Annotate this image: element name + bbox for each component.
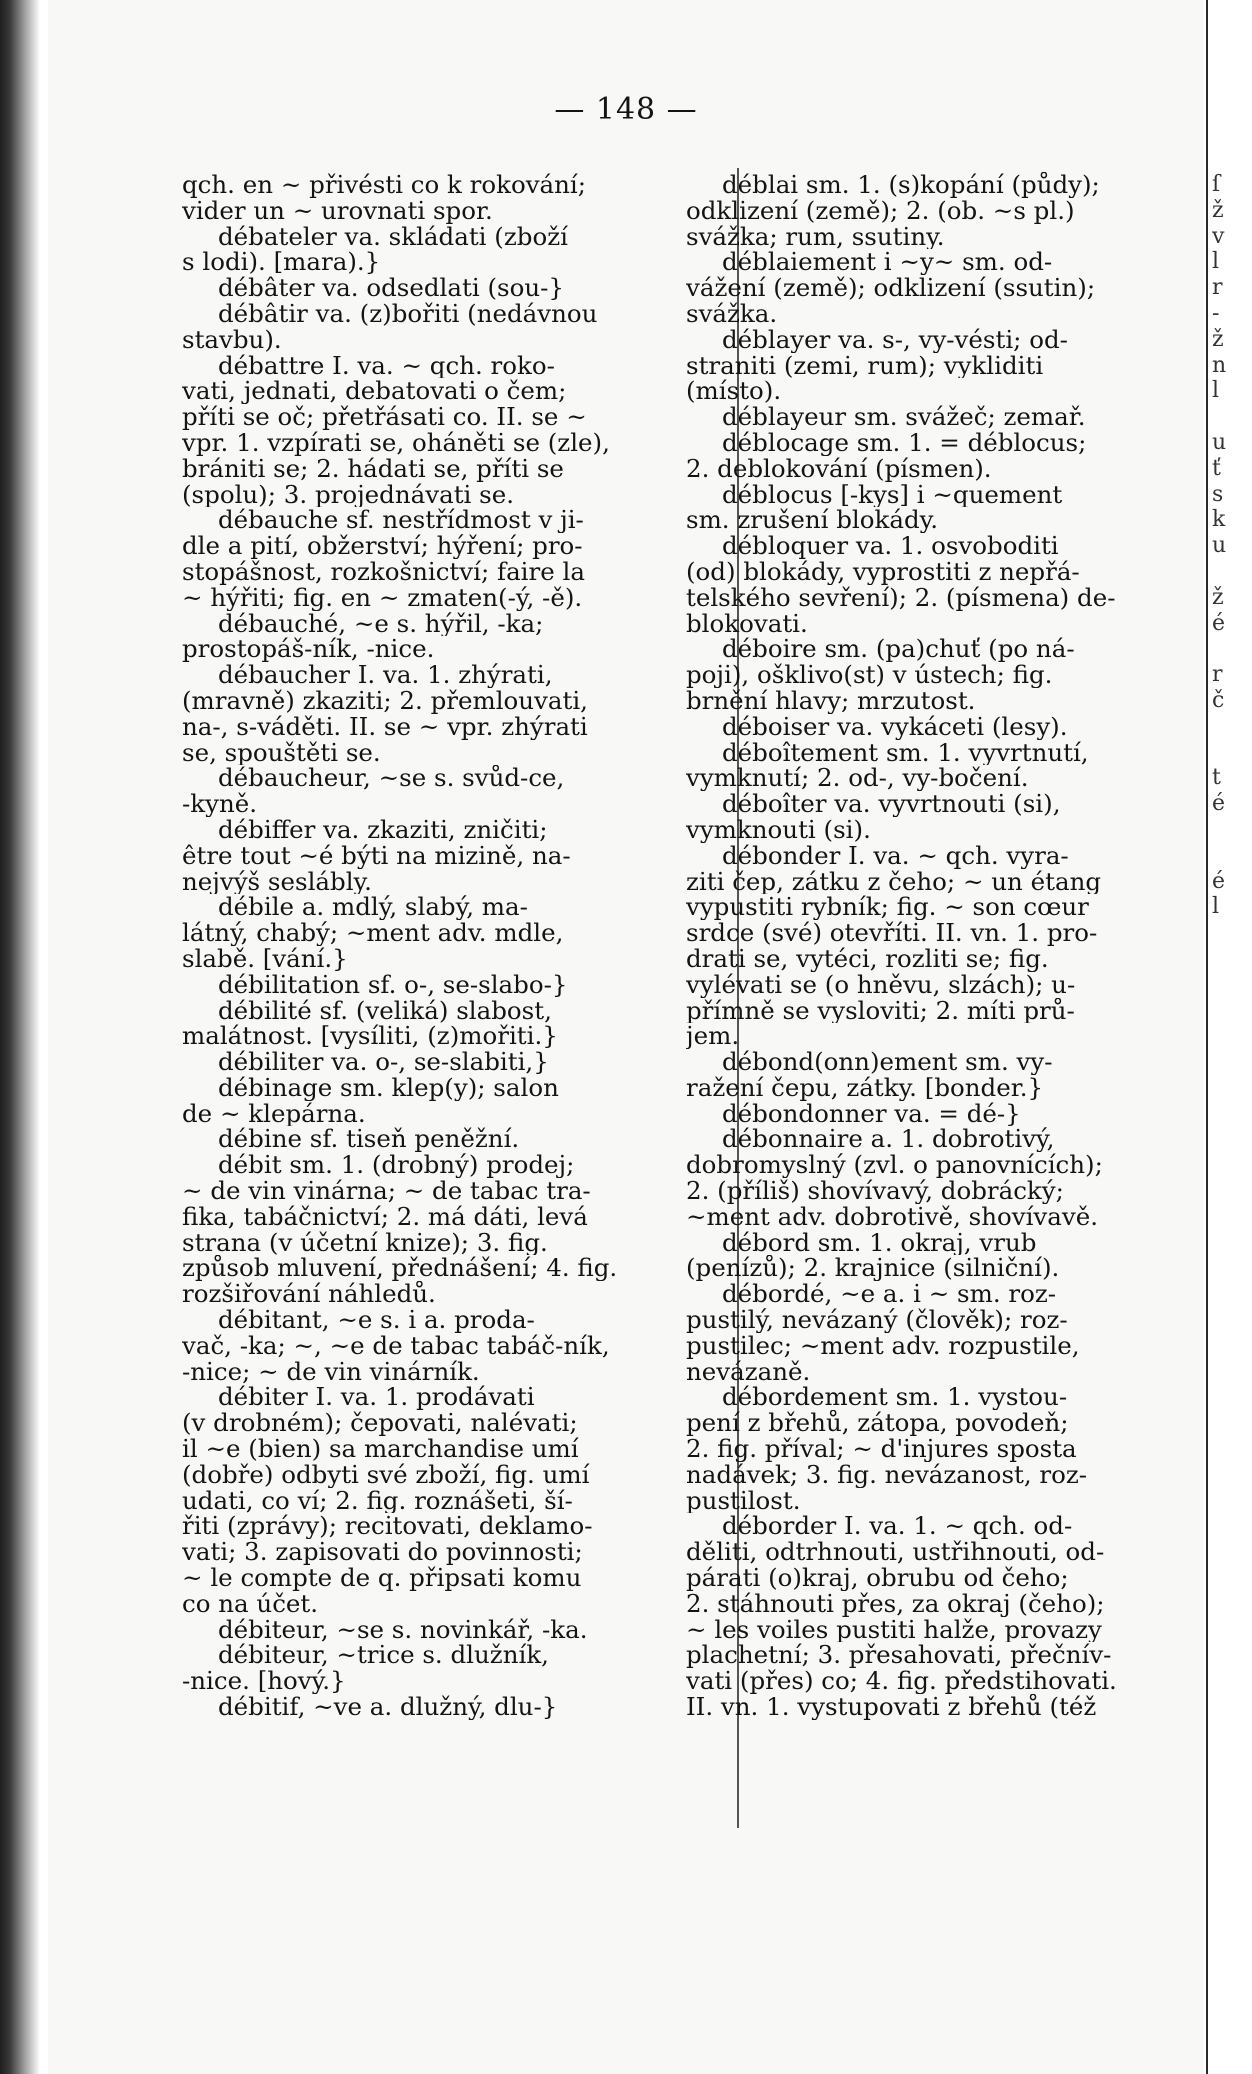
- dictionary-line: ~ les voiles pustiti halže, provazy: [686, 1616, 1102, 1643]
- dictionary-line: drati se, vytéci, rozliti se; fig.: [686, 945, 1049, 972]
- dictionary-line: ~ hýřiti; fig. en ~ zmaten(-ý, -ě).: [182, 584, 583, 611]
- dictionary-line: (dobře) odbyti své zboží, fig. umí: [182, 1461, 590, 1488]
- dictionary-line: débaucher I. va. 1. zhýrati,: [218, 662, 553, 688]
- dictionary-line: débordement sm. 1. vystou-: [722, 1384, 1068, 1411]
- dictionary-line: fika, tabáčnictví; 2. má dáti, levá: [182, 1203, 588, 1230]
- margin-glyph: [1212, 1152, 1250, 1178]
- right-column: [686, 172, 1200, 1720]
- dictionary-line: slabě. [vání.}: [182, 945, 348, 972]
- dictionary-line: débitif, ~ve a. dlužný, dlu-}: [218, 1694, 558, 1720]
- dictionary-line: vati (přes) co; 4. fig. předstihovati.: [686, 1668, 1117, 1695]
- dictionary-line: déboîter va. vyvrtnouti (si),: [722, 791, 1061, 817]
- dictionary-line: ~ le compte de q. připsati komu: [182, 1565, 582, 1591]
- margin-glyph: é: [1212, 868, 1226, 894]
- dictionary-line: débauché, ~e s. hýřil, -ka;: [218, 610, 544, 637]
- dictionary-line: straniti (zemi, rum); vykliditi: [686, 352, 1044, 379]
- dictionary-line: débiffer va. zkaziti, zničiti;: [218, 816, 548, 843]
- dictionary-line: débondonner va. = dé-}: [722, 1100, 1021, 1127]
- margin-glyph: [1212, 843, 1250, 869]
- dictionary-line: débilité sf. (veliká) slabost,: [218, 997, 552, 1024]
- scan-binding-shadow: [0, 0, 40, 2074]
- dictionary-line: srdce (své) otevříti. II. vn. 1. pro-: [686, 920, 1098, 946]
- dictionary-line: (místo).: [686, 378, 782, 405]
- dictionary-line: nadávek; 3. fig. nevázanost, roz-: [686, 1461, 1088, 1488]
- dictionary-line: vpr. 1. vzpírati se, oháněti se (zle),: [182, 429, 610, 456]
- margin-glyph: k: [1212, 507, 1226, 533]
- dictionary-line: plachetní; 3. přesahovati, přečnív-: [686, 1642, 1112, 1669]
- left-column: [182, 172, 690, 1720]
- margin-glyph: [1212, 972, 1250, 998]
- dictionary-line: svážka.: [686, 300, 778, 327]
- dictionary-line: débaucheur, ~se s. svůd-ce,: [218, 765, 565, 792]
- dictionary-line: débord sm. 1. okraj, vrub: [722, 1229, 1037, 1256]
- margin-glyph: [1212, 714, 1250, 740]
- dictionary-line: (mravně) zkaziti; 2. přemlouvati,: [182, 687, 588, 714]
- dictionary-line: qch. en ~ přivésti co k rokování;: [182, 172, 587, 198]
- dictionary-line: (penízů); 2. krajnice (silniční).: [686, 1255, 1060, 1282]
- dictionary-line: odklizení (země); 2. (ob. ~s pl.): [686, 197, 1075, 224]
- dictionary-line: déblocage sm. 1. = déblocus;: [722, 429, 1087, 456]
- dictionary-line: ražení čepu, zátky. [bonder.}: [686, 1074, 1044, 1101]
- dictionary-line: brániti se; 2. hádati se, příti se: [182, 455, 564, 482]
- dictionary-line: udati, co ví; 2. fig. roznášeti, ší-: [182, 1487, 573, 1514]
- dictionary-line: přímně se vysloviti; 2. míti prů-: [686, 997, 1075, 1024]
- dictionary-line: déblayer va. s-, vy-vésti; od-: [722, 326, 1068, 353]
- dictionary-line: débiteur, ~se s. novinkář, -ka.: [218, 1616, 588, 1643]
- dictionary-line: débattre I. va. ~ qch. roko-: [218, 352, 555, 379]
- dictionary-line: déboîtement sm. 1. vyvrtnutí,: [722, 739, 1089, 766]
- dictionary-line: pustilost.: [686, 1487, 801, 1514]
- dictionary-line: rozšiřování náhledů.: [182, 1281, 436, 1308]
- margin-glyph: [1212, 920, 1250, 946]
- margin-glyph: [1212, 1023, 1250, 1049]
- dictionary-line: blokovati.: [686, 610, 808, 637]
- dictionary-line: pustilý, nevázaný (člověk); roz-: [686, 1307, 1068, 1333]
- dictionary-line: II. vn. 1. vystupovati z břehů (též: [686, 1694, 1097, 1720]
- dictionary-line: prostopáš-ník, -nice.: [182, 636, 435, 663]
- dictionary-line: dobromyslný (zvl. o panovnících);: [686, 1152, 1103, 1179]
- dictionary-line: débateler va. skládati (zboží: [218, 223, 568, 250]
- dictionary-line: débiliter va. o-, se-slabiti,}: [218, 1049, 549, 1075]
- dictionary-line: débâter va. odsedlati (sou-}: [218, 275, 564, 301]
- dictionary-line: stavbu).: [182, 326, 282, 353]
- dictionary-line: ~ de vin vinárna; ~ de tabac tra-: [182, 1178, 591, 1204]
- margin-glyph: -: [1212, 300, 1220, 326]
- dictionary-line: se, spouštěti se.: [182, 739, 381, 766]
- page-edge-line: [1206, 0, 1208, 2074]
- dictionary-line: ziti čep, zátku z čeho; ~ un étang: [686, 868, 1102, 895]
- margin-glyph: [1212, 559, 1250, 585]
- dictionary-line: être tout ~é býti na mizině, na-: [182, 842, 571, 869]
- dictionary-line: débonder I. va. ~ qch. vyra-: [722, 842, 1069, 869]
- dictionary-line: débordé, ~e a. i ~ sm. roz-: [722, 1281, 1057, 1308]
- margin-glyph: é: [1212, 791, 1226, 817]
- dictionary-line: pení z břehů, zátopa, povodeň;: [686, 1410, 1069, 1437]
- dictionary-line: vylévati se (o hněvu, slzách); u-: [686, 971, 1076, 998]
- margin-glyph: l: [1212, 249, 1220, 275]
- dictionary-line: il ~e (bien) sa marchandise umí: [182, 1436, 579, 1462]
- dictionary-line: co na účet.: [182, 1590, 319, 1617]
- dictionary-line: débauche sf. nestřídmost v ji-: [218, 507, 584, 534]
- dictionary-line: débond(onn)ement sm. vy-: [722, 1049, 1053, 1075]
- dictionary-line: 2. (příliš) shovívavý, dobrácký;: [686, 1178, 1064, 1204]
- dictionary-line: déblocus [-kys] i ~quement: [722, 481, 1063, 508]
- margin-glyph: r: [1212, 662, 1223, 688]
- margin-glyph: [1212, 946, 1250, 972]
- dictionary-line: débilitation sf. o-, se-slabo-}: [218, 971, 568, 998]
- dictionary-line: vider un ~ urovnati spor.: [182, 197, 493, 224]
- dictionary-line: poji), ošklivo(st) v ústech; fig.: [686, 662, 1053, 688]
- margin-glyph: [1212, 998, 1250, 1024]
- dictionary-line: látný, chabý; ~ment adv. mdle,: [182, 920, 564, 946]
- dictionary-line: brnění hlavy; mrzutost.: [686, 687, 976, 714]
- dictionary-line: (v drobném); čepovati, nalévati;: [182, 1410, 578, 1437]
- dictionary-line: telského sevření); 2. (písmena) de-: [686, 584, 1116, 611]
- margin-glyph: ž: [1212, 584, 1224, 610]
- margin-glyph: t: [1212, 765, 1221, 791]
- margin-glyph: l: [1212, 894, 1220, 920]
- dictionary-line: vati, jednati, debatovati o čem;: [182, 378, 567, 405]
- dictionary-line: malátnost. [vysíliti, (z)mořiti.}: [182, 1023, 558, 1050]
- margin-glyph: [1212, 404, 1250, 430]
- margin-glyph: é: [1212, 610, 1226, 636]
- dictionary-line: déboire sm. (pa)chuť (po ná-: [722, 636, 1075, 663]
- dictionary-line: na-, s-váděti. II. se ~ vpr. zhýrati: [182, 713, 588, 740]
- margin-glyph: č: [1212, 687, 1225, 713]
- margin-glyph: r: [1212, 275, 1223, 301]
- dictionary-line: strana (v účetní knize); 3. fig.: [182, 1229, 548, 1256]
- dictionary-line: pustilec; ~ment adv. rozpustile,: [686, 1332, 1080, 1359]
- margin-glyph: [1212, 1049, 1250, 1075]
- dictionary-line: débloquer va. 1. osvoboditi: [722, 533, 1059, 559]
- dictionary-line: způsob mluvení, přednášení; 4. fig.: [182, 1255, 618, 1282]
- dictionary-line: vážení (země); odklizení (ssutin);: [686, 275, 1096, 301]
- margin-glyph: [1212, 740, 1250, 766]
- dictionary-line: párati (o)kraj, obrubu od čeho;: [686, 1565, 1069, 1591]
- dictionary-line: svážka; rum, ssutiny.: [686, 223, 945, 250]
- dictionary-line: déboiser va. vykáceti (lesy).: [722, 713, 1068, 740]
- dictionary-line: -nice. [hový.}: [182, 1668, 346, 1695]
- dictionary-line: jem.: [686, 1023, 740, 1050]
- dictionary-line: (od) blokády, vyprostiti z nepřá-: [686, 558, 1080, 585]
- margin-glyph: [1212, 817, 1250, 843]
- dictionary-line: nejvýš seslábly.: [182, 868, 372, 895]
- margin-glyph: ť: [1212, 455, 1221, 481]
- dictionary-line: 2. stáhnouti přes, za okraj (čeho);: [686, 1590, 1105, 1617]
- dictionary-line: sm. zrušení blokády.: [686, 507, 939, 534]
- dictionary-line: déblayeur sm. svážeč; zemař.: [722, 404, 1086, 430]
- dictionary-line: vymknouti (si).: [686, 816, 871, 843]
- dictionary-line: débiter I. va. 1. prodávati: [218, 1384, 535, 1411]
- dictionary-line: 2. fig. příval; ~ d'injures sposta: [686, 1436, 1077, 1462]
- dictionary-line: déblaiement i ~y~ sm. od-: [722, 249, 1053, 276]
- margin-glyph: [1212, 1126, 1250, 1152]
- margin-glyph: v: [1212, 223, 1225, 249]
- dictionary-line: débine sf. tiseň peněžní.: [218, 1126, 520, 1153]
- margin-glyph: [1212, 1101, 1250, 1127]
- dictionary-line: -kyně.: [182, 791, 258, 817]
- dictionary-line: příti se oč; přetřásati co. II. se ~: [182, 404, 587, 430]
- margin-glyph: u: [1212, 533, 1227, 559]
- dictionary-line: stopášnost, rozkošnictví; faire la: [182, 558, 585, 585]
- dictionary-line: nevázaně.: [686, 1358, 811, 1385]
- dictionary-line: ~ment adv. dobrotivě, shovívavě.: [686, 1203, 1099, 1230]
- margin-glyph: [1212, 1075, 1250, 1101]
- margin-glyph: l: [1212, 378, 1220, 404]
- dictionary-line: de ~ klepárna.: [182, 1100, 366, 1127]
- dictionary-line: 2. deblokování (písmen).: [686, 455, 992, 482]
- page-number: — 148 —: [554, 92, 698, 127]
- dictionary-line: dle a pití, obžerství; hýření; pro-: [182, 533, 583, 559]
- dictionary-line: (spolu); 3. projednávati se.: [182, 481, 515, 508]
- dictionary-line: děliti, odtrhnouti, ustřihnouti, od-: [686, 1539, 1105, 1566]
- margin-glyph: s: [1212, 481, 1224, 507]
- dictionary-line: vymknutí; 2. od-, vy-bočení.: [686, 765, 1029, 792]
- next-page-margin-fragment: [1212, 172, 1250, 1178]
- dictionary-line: débiteur, ~trice s. dlužník,: [218, 1642, 549, 1669]
- dictionary-line: débitant, ~e s. i a. proda-: [218, 1307, 535, 1333]
- dictionary-line: déblai sm. 1. (s)kopání (půdy);: [722, 172, 1100, 198]
- dictionary-line: řiti (zprávy); recitovati, deklamo-: [182, 1513, 593, 1540]
- margin-glyph: ž: [1212, 197, 1224, 223]
- dictionary-line: déborder I. va. 1. ~ qch. od-: [722, 1513, 1073, 1540]
- dictionary-line: vati; 3. zapisovati do povinnosti;: [182, 1539, 583, 1566]
- dictionary-line: vypustiti rybník; fig. ~ son cœur: [686, 894, 1089, 921]
- dictionary-line: débile a. mdlý, slabý, ma-: [218, 894, 528, 921]
- margin-glyph: ž: [1212, 326, 1224, 352]
- margin-glyph: [1212, 636, 1250, 662]
- dictionary-line: débinage sm. klep(y); salon: [218, 1074, 559, 1101]
- dictionary-line: débonnaire a. 1. dobrotivý,: [722, 1126, 1055, 1153]
- margin-glyph: ſ: [1212, 172, 1221, 197]
- dictionary-line: débâtir va. (z)bořiti (nedávnou: [218, 300, 598, 327]
- margin-glyph: n: [1212, 352, 1227, 378]
- dictionary-line: débit sm. 1. (drobný) prodej;: [218, 1152, 575, 1179]
- dictionary-line: s lodi). [mara).}: [182, 249, 381, 276]
- dictionary-line: -nice; ~ de vin vinárník.: [182, 1358, 480, 1385]
- margin-glyph: u: [1212, 429, 1227, 455]
- dictionary-line: vač, -ka; ~, ~e de tabac tabáč-ník,: [182, 1332, 610, 1359]
